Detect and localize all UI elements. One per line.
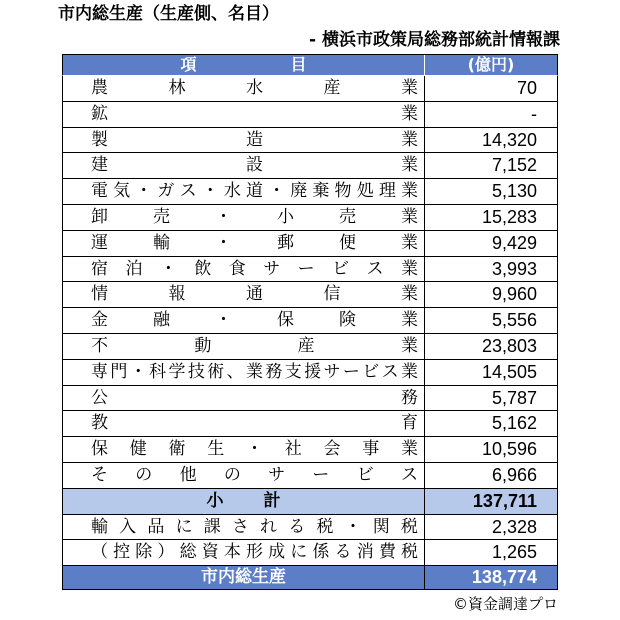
subtotal-label-char: 小 [206, 490, 224, 511]
header-unit-cell: (億円) [425, 55, 558, 76]
subtotal-value: 137,711 [425, 489, 558, 515]
header-item-char: 項 [180, 55, 197, 74]
table-extra [62, 515, 558, 567]
table-row [62, 179, 558, 205]
row-label: 輸 入 品 に 課 さ れ る 税 ・ 関 税 [91, 516, 418, 537]
page-title: 市内総生産（生産側、名目） [58, 4, 279, 24]
table-row [62, 386, 558, 412]
table-row [62, 515, 558, 541]
table-row [62, 231, 558, 257]
row-value: 10,596 [425, 437, 558, 463]
row-label: 卸 売 ・ 小 売 業 [91, 206, 418, 227]
table-row [62, 257, 558, 283]
row-value: 14,505 [425, 360, 558, 386]
table-row [62, 334, 558, 360]
header-item-cell [62, 55, 425, 76]
row-value: 9,960 [425, 282, 558, 308]
row-label-cell [62, 386, 425, 412]
row-value: 2,328 [425, 515, 558, 541]
row-label: 建 設 業 [91, 155, 418, 176]
row-label: 専 門 ・ 科 学 技 術 、 業 務 支 援 サ ー ビ ス 業 [91, 361, 418, 382]
row-label: 運 輸 ・ 郵 便 業 [91, 232, 418, 253]
row-value: 5,162 [425, 411, 558, 437]
table-row [62, 282, 558, 308]
table-body [62, 76, 558, 489]
table-row [62, 76, 558, 102]
table-row [62, 437, 558, 463]
table-row [62, 411, 558, 437]
row-value: 15,283 [425, 205, 558, 231]
row-label: 製 造 業 [91, 129, 418, 150]
row-label: 宿 泊 ・ 飲 食 サ ー ビ ス 業 [91, 258, 418, 279]
row-label-cell [62, 308, 425, 334]
subtotal-label [62, 489, 425, 515]
row-value: 5,787 [425, 386, 558, 412]
gdp-table [62, 54, 558, 590]
row-value: 5,130 [425, 179, 558, 205]
table-row [62, 463, 558, 489]
page-subtitle: - 横浜市政策局総務部統計情報課 [309, 30, 560, 50]
row-label-cell [62, 231, 425, 257]
row-label-cell [62, 205, 425, 231]
row-label: 不 動 産 業 [91, 335, 418, 356]
row-label: 金 融 ・ 保 険 業 [91, 310, 418, 331]
subtotal-label-char: 計 [263, 490, 281, 511]
row-value: 23,803 [425, 334, 558, 360]
row-label-cell [62, 360, 425, 386]
total-value: 138,774 [425, 566, 558, 590]
table-row [62, 205, 558, 231]
row-label: 電 気 ・ ガ ス ・ 水 道 ・ 廃 棄 物 処 理 業 [91, 181, 418, 202]
row-label: 公 務 [91, 387, 418, 408]
credit-text: ©資金調達プロ [452, 595, 558, 613]
row-label: 鉱 業 [91, 103, 418, 124]
total-label: 市内総生産 [62, 566, 425, 590]
row-value: 3,993 [425, 257, 558, 283]
subtotal-row [62, 489, 558, 515]
row-value: 7,152 [425, 153, 558, 179]
row-label-cell [62, 128, 425, 154]
row-label-cell [62, 153, 425, 179]
row-value: - [425, 102, 558, 128]
row-label-cell [62, 179, 425, 205]
row-label: 農 林 水 産 業 [91, 78, 418, 98]
row-value: 9,429 [425, 231, 558, 257]
table-row [62, 360, 558, 386]
row-label-cell [62, 76, 425, 102]
table-row [62, 153, 558, 179]
row-label: 保 健 衛 生 ・ 社 会 事 業 [91, 439, 418, 460]
row-label-cell [62, 102, 425, 128]
row-label: そ の 他 の サ ー ビ ス [91, 464, 418, 485]
row-label-cell [62, 257, 425, 283]
row-label-cell [62, 463, 425, 489]
row-value: 6,966 [425, 463, 558, 489]
row-label: 情 報 通 信 業 [91, 284, 418, 305]
row-label-cell [62, 411, 425, 437]
row-value: 14,320 [425, 128, 558, 154]
total-row [62, 566, 558, 590]
table-row [62, 102, 558, 128]
table-row [62, 308, 558, 334]
table-header-row [62, 55, 558, 76]
row-label-cell [62, 334, 425, 360]
row-value: 70 [425, 76, 558, 102]
row-value: 1,265 [425, 540, 558, 566]
row-label: （ 控 除 ） 総 資 本 形 成 に 係 る 消 費 税 [91, 542, 418, 563]
row-label-cell [62, 515, 425, 541]
header-item-char: 目 [290, 55, 307, 74]
row-label-cell [62, 437, 425, 463]
row-value: 5,556 [425, 308, 558, 334]
table-row [62, 128, 558, 154]
row-label: 教 育 [91, 413, 418, 434]
row-label-cell [62, 540, 425, 566]
table-row [62, 540, 558, 566]
row-label-cell [62, 282, 425, 308]
